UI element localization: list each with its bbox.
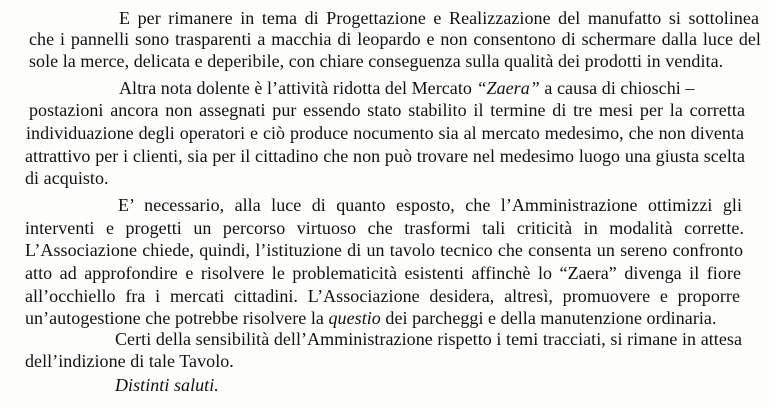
paragraph-3-line-3: L’Associazione chiede, quindi, l’istituzione di un tavolo tecnico che consenta un sereno confronto [25,240,743,260]
paragraph-3-line-5: all’occhiello fra i mercati cittadini. L’Associazione desidera, altresì, promuovere e proporre [25,286,740,306]
paragraph-3-line-6-text-before: un’autogestione che potrebbe risolvere la [25,308,329,328]
paragraph-3-line-6 [25,309,717,328]
paragraph-2-line-3: individuazione degli operatori e ciò produce nocumento sia al mercato medesimo, che non diventa [26,123,744,143]
paragraph-1-line-2: che i pannelli sono trasparenti a macchia di leopardo e non consentono di schermare dalla luce del [29,29,761,49]
mercato-name-italic: “Zaera” [476,78,540,98]
paragraph-3-line-6-text-after: dei parcheggi e della manutenzione ordinaria. [380,308,717,328]
paragraph-3-line-1: E’ necessario, alla luce di quanto esposto, che l’Amministrazione ottimizzi gli [118,195,742,215]
paragraph-2-line-1-text-before: Altra nota dolente è l’attività ridotta del Mercato [119,78,477,98]
paragraph-4-line-1: Certi della sensibilità dell’Amministrazione rispetto i temi tracciati, si rimane in attesa [115,329,742,349]
paragraph-3-line-4: atto ad approfondire e risolvere le problematicità esistenti affinchè lo “Zaera” divenga il fiore [25,263,741,283]
questio-italic: questio [328,308,381,328]
paragraph-4-line-2: dell’indizione di tale Tavolo. [25,351,234,371]
paragraph-2-line-1 [119,79,694,98]
paragraph-2-line-1-text-after: a causa di chioschi – [539,78,695,98]
paragraph-2-line-5: di acquisto. [25,168,109,188]
paragraph-3-line-2: interventi e progetti un percorso virtuoso che trasformi tali criticità in modalità corrette. [25,218,744,238]
paragraph-2-line-4: attrattivo per i clienti, sia per il cittadino che non può trovare nel medesimo luogo una giusta scelta [25,146,745,166]
paragraph-1-line-3: sole la merce, delicata e deperibile, con chiare conseguenza sulla qualità dei prodotti in vendita. [29,51,724,71]
closing-salutation: Distinti saluti. [115,375,219,395]
paragraph-2-line-2: postazioni ancora non assegnati pur essendo stato stabilito il termine di tre mesi per la corretta [29,100,745,120]
paragraph-1-line-1: E per rimanere in tema di Progettazione e Realizzazione del manufatto si sottolinea [119,8,759,28]
